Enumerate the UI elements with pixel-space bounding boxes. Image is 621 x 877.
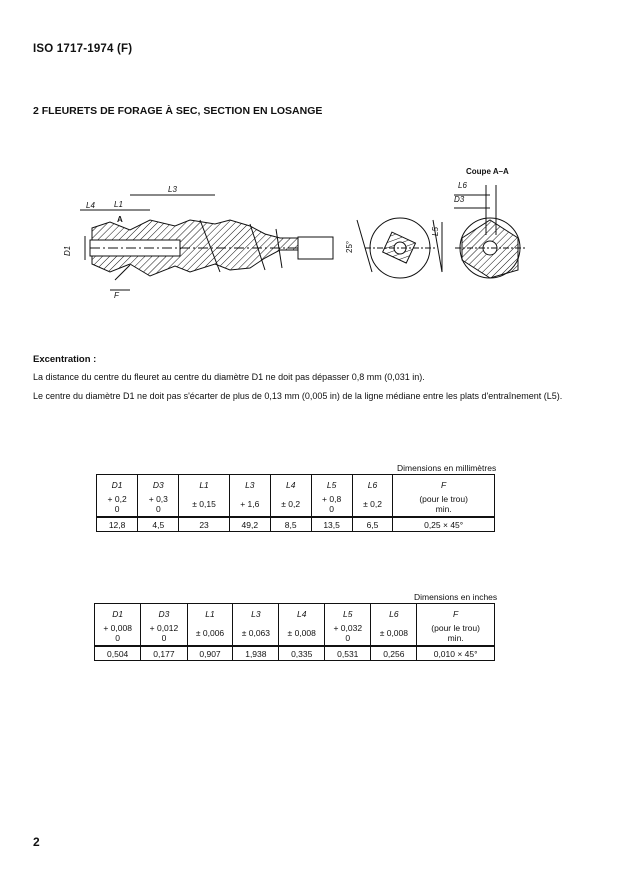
header-cell: L6 — [352, 475, 393, 493]
tolerance-cell: ± 0,008 — [279, 621, 325, 646]
value-cell: 0,531 — [325, 646, 371, 661]
header-cell: L5 — [325, 604, 371, 622]
table-in-caption: Dimensions en inches — [414, 592, 498, 602]
drill-shank — [298, 237, 333, 259]
document-header: ISO 1717-1974 (F) — [33, 43, 133, 55]
value-cell: 0,335 — [279, 646, 325, 661]
label-d1: D1 — [63, 245, 72, 256]
tolerance-cell: (pour le trou) min. — [417, 621, 495, 646]
tolerance-cell: + 0,3 0 — [138, 492, 179, 517]
label-f: F — [114, 291, 119, 300]
value-cell: 0,25 × 45° — [393, 517, 495, 532]
tolerance-cell: ± 0,15 — [179, 492, 229, 517]
label-l4: L4 — [86, 201, 95, 210]
section-title: 2 FLEURETS DE FORAGE À SEC, SECTION EN LOSANGE — [33, 105, 323, 117]
dimensions-table-mm — [96, 474, 495, 532]
tolerance-cell: ± 0,2 — [270, 492, 311, 517]
value-cell: 23 — [179, 517, 229, 532]
technical-drawing — [50, 160, 540, 310]
table-mm-caption: Dimensions en millimètres — [397, 463, 497, 473]
label-a: A — [117, 215, 123, 224]
value-cell: 6,5 — [352, 517, 393, 532]
tolerance-cell: ± 0,008 — [371, 621, 417, 646]
tolerance-cell: (pour le trou) min. — [393, 492, 495, 517]
header-cell: L1 — [187, 604, 233, 622]
header-cell: D1 — [97, 475, 138, 493]
tolerance-cell: + 0,2 0 — [97, 492, 138, 517]
label-l1: L1 — [114, 200, 123, 209]
value-cell: 13,5 — [311, 517, 352, 532]
header-cell: F — [417, 604, 495, 622]
label-l5: L5 — [431, 227, 440, 236]
value-cell: 0,256 — [371, 646, 417, 661]
value-cell: 1,938 — [233, 646, 279, 661]
header-cell: D3 — [138, 475, 179, 493]
tolerance-cell: ± 0,063 — [233, 621, 279, 646]
header-cell: L5 — [311, 475, 352, 493]
section-label: Coupe A–A — [466, 167, 509, 176]
tolerance-cell: ± 0,006 — [187, 621, 233, 646]
header-cell: D1 — [95, 604, 141, 622]
value-cell: 0,504 — [95, 646, 141, 661]
excentration-title: Excentration : — [33, 354, 97, 365]
tolerance-cell: + 1,6 — [229, 492, 270, 517]
label-angle: 25° — [345, 240, 354, 253]
value-cell: 0,010 × 45° — [417, 646, 495, 661]
page-number: 2 — [33, 835, 40, 849]
excentration-paragraph-1: La distance du centre du fleuret au centre du diamètre D1 ne doit pas dépasser 0,8 mm (0,031 in). — [33, 372, 425, 382]
header-cell: L4 — [270, 475, 311, 493]
value-cell: 12,8 — [97, 517, 138, 532]
tolerance-cell: + 0,032 0 — [325, 621, 371, 646]
tolerance-cell: + 0,012 0 — [141, 621, 187, 646]
header-cell: L3 — [229, 475, 270, 493]
header-cell: L4 — [279, 604, 325, 622]
header-cell: L1 — [179, 475, 229, 493]
header-cell: L3 — [233, 604, 279, 622]
header-cell: F — [393, 475, 495, 493]
value-cell: 49,2 — [229, 517, 270, 532]
value-cell: 8,5 — [270, 517, 311, 532]
value-cell: 4,5 — [138, 517, 179, 532]
label-l3: L3 — [168, 185, 177, 194]
value-cell: 0,177 — [141, 646, 187, 661]
tolerance-cell: ± 0,2 — [352, 492, 393, 517]
header-cell: D3 — [141, 604, 187, 622]
excentration-paragraph-2: Le centre du diamètre D1 ne doit pas s'écarter de plus de 0,13 mm (0,005 in) de la ligne médiane entre les plats d'entraînement (L5). — [33, 391, 563, 401]
tolerance-cell: + 0,8 0 — [311, 492, 352, 517]
tolerance-cell: + 0,008 0 — [95, 621, 141, 646]
value-cell: 0,907 — [187, 646, 233, 661]
label-l6: L6 — [458, 181, 467, 190]
label-d3: D3 — [454, 195, 465, 204]
dimensions-table-inches — [94, 603, 495, 661]
header-cell: L6 — [371, 604, 417, 622]
